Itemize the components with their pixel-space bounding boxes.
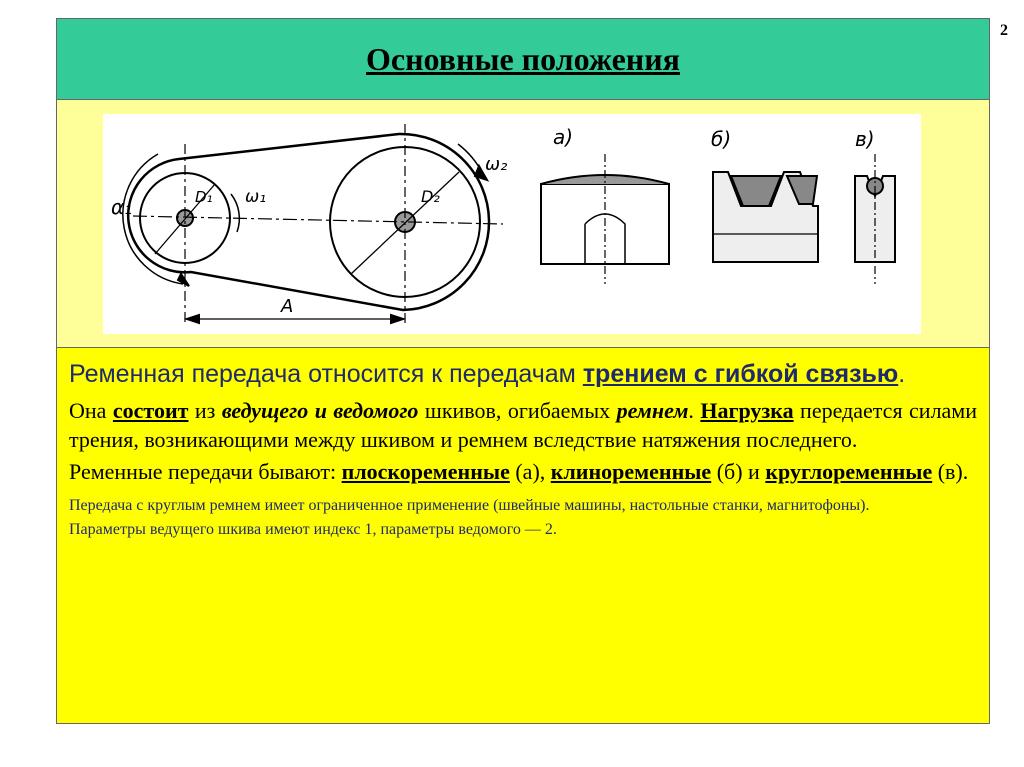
keyword-flat-belt: плоскоременные [341, 459, 510, 485]
label-variant-b: б) [711, 127, 732, 151]
paragraph-round-belt-usage: Передача с круглым ремнем имеет ограниченное применение (швейные машины, настольные станки, магнитофоны). [69, 496, 870, 514]
text-span: Она [69, 397, 113, 423]
omega1-arc [231, 194, 239, 232]
text-span: из [188, 397, 222, 423]
page-number: 2 [1000, 22, 1008, 39]
paragraph-definition [69, 358, 977, 392]
text-span: Ременная передача относится к передачам [69, 360, 583, 388]
text-span: . [898, 360, 906, 388]
text-span: (б) и [711, 459, 766, 485]
text-span: передается силами трения, возникающими между шкивом и ремнем вследствие натяжения последнего. [69, 397, 978, 453]
flat-belt-section [541, 154, 669, 284]
text-panel [56, 348, 990, 724]
keyword-v-belt: клиноременные [550, 459, 712, 485]
keyword-driving-driven: ведущего и ведомого [221, 397, 419, 423]
keyword-round-belt: круглоременные [765, 459, 933, 485]
keyword-load: Нагрузка [700, 397, 794, 423]
text-span: (а), [509, 459, 551, 485]
text-span: (в). [932, 459, 969, 485]
keyword-friction-flexible: трением с гибкой связью [582, 360, 899, 388]
text-span: шкивов, огибаемых [418, 397, 617, 423]
distance-arrow-right [391, 315, 403, 323]
figure-panel [56, 100, 990, 348]
title-bar [56, 18, 990, 100]
label-d1: D₁ [195, 188, 213, 206]
label-center-distance: A [281, 296, 294, 317]
belt-drive-figure [103, 114, 921, 334]
round-belt-section [855, 154, 895, 284]
label-d2: D₂ [421, 187, 440, 206]
keyword-belt: ремнем [616, 397, 689, 423]
text-span: Ременные передачи бывают: [69, 459, 342, 485]
belt-drive-drawing [103, 114, 921, 334]
paragraph-types [69, 457, 977, 487]
paragraph-composition [69, 396, 977, 455]
text-span: . [688, 397, 701, 423]
label-omega1: ω₁ [245, 187, 267, 207]
keyword-consists: состоит [112, 397, 189, 423]
label-alpha1: α₁ [111, 195, 133, 219]
label-variant-a: а) [553, 125, 574, 149]
v-belt-section [713, 172, 818, 262]
distance-arrow-left [187, 315, 199, 323]
label-omega2: ω₂ [485, 154, 508, 175]
page-title: Основные положения [366, 40, 680, 77]
paragraph-index-note: Параметры ведущего шкива имеют индекс 1, параметры ведомого — 2. [69, 521, 557, 539]
label-variant-c: в) [855, 127, 875, 151]
